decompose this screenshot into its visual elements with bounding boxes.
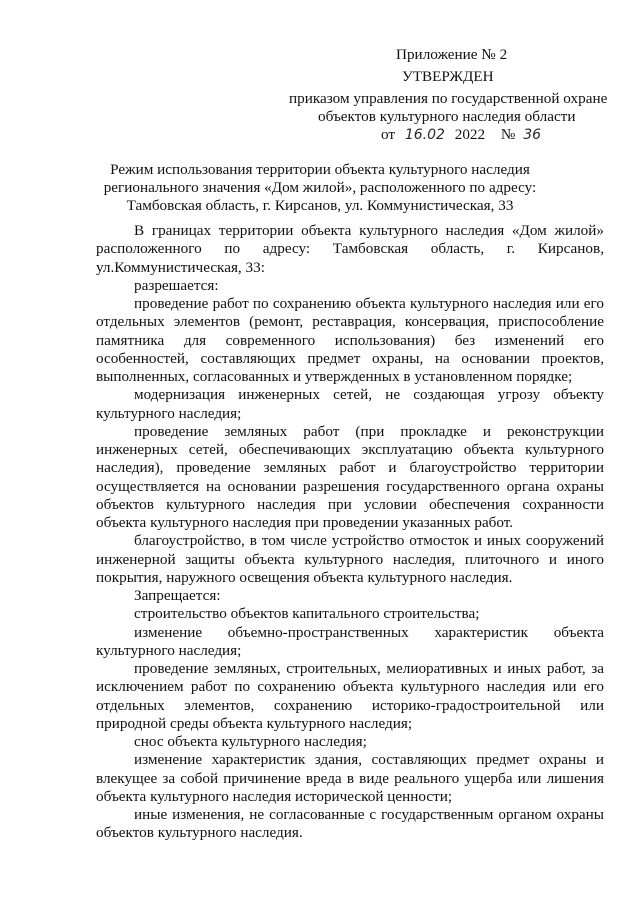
handwritten-number: 36	[523, 127, 542, 143]
title-line-2: регионального значения «Дом жилой», расположенного по адресу:	[103, 179, 537, 196]
forbidden-item: изменение объемно-пространственных характеристик объекта культурного наследия;	[96, 623, 604, 659]
handwritten-date: 16.02	[404, 127, 445, 143]
allowed-item: проведение земляных работ (при прокладке и реконструкции инженерных сетей, обеспечивающих эксплуатацию объекта культурного наследия), проведение земляных работ и благоустройство территории осуществляется на основании разрешения государственного органа охраны объектов культурного наследия при условии обеспечения сохранности объекта культурного наследия при проведении указанных работ.	[96, 422, 604, 531]
forbidden-item: строительство объектов капитального строительства;	[134, 605, 480, 623]
title-line-1: Режим использования территории объекта культурного наследия	[110, 161, 530, 178]
appendix-label: Приложение № 2	[396, 46, 508, 63]
forbidden-item: изменение характеристик здания, составляющих предмет охраны и влекущее за собой причинение вреда в виде реального ущерба или лишения объекта культурного наследия исторической ценности;	[96, 751, 604, 805]
allowed-item: проведение работ по сохранению объекта культурного наследия или его отдельных элементов (ремонт, реставрация, консервация, приспособление памятника для современного использования) без изменений его особенностей, составляющих предмет охраны, на основании проектов, выполненных, согласованных и утвержденных в установленном порядке;	[96, 295, 604, 385]
forbidden-heading: Запрещается:	[134, 587, 221, 604]
allowed-item: благоустройство, в том числе устройство отмосток и иных сооружений инженерной защиты объекта культурного наследия, плиточного и иного покрытия, наружного освещения объекта культурного наследия.	[96, 532, 604, 586]
order-line-1: приказом управления по государственной охране	[289, 90, 608, 107]
title-line-3: Тамбовская область, г. Кирсанов, ул. Коммунистическая, 33	[126, 197, 514, 214]
allowed-item: модернизация инженерных сетей, не создающая угрозу объекту культурного наследия;	[96, 386, 604, 422]
approved-label: УТВЕРЖДЕН	[402, 68, 494, 85]
date-prefix: от	[381, 126, 396, 143]
intro-paragraph: В границах территории объекта культурного наследия «Дом жилой» расположенного по адресу: Тамбовская область, г. Кирсанов, ул.Коммунистическая, 33:	[96, 222, 604, 276]
allowed-heading: разрешается:	[134, 276, 219, 294]
number-sign: №	[500, 126, 516, 143]
document-body	[96, 222, 604, 843]
order-year: 2022	[454, 126, 486, 143]
order-line-2: объектов культурного наследия области	[318, 108, 576, 125]
forbidden-item: иные изменения, не согласованные с государственным органом охраны объектов культурного наследия.	[96, 806, 604, 842]
order-date-line	[381, 126, 541, 144]
forbidden-item: проведение земляных, строительных, мелиоративных и иных работ, за исключением работ по сохранению объекта культурного наследия или его отдельных элементов, сохранению историко-градостроительной или природной среды объекта культурного наследия;	[96, 660, 604, 732]
forbidden-item: снос объекта культурного наследия;	[134, 733, 367, 750]
